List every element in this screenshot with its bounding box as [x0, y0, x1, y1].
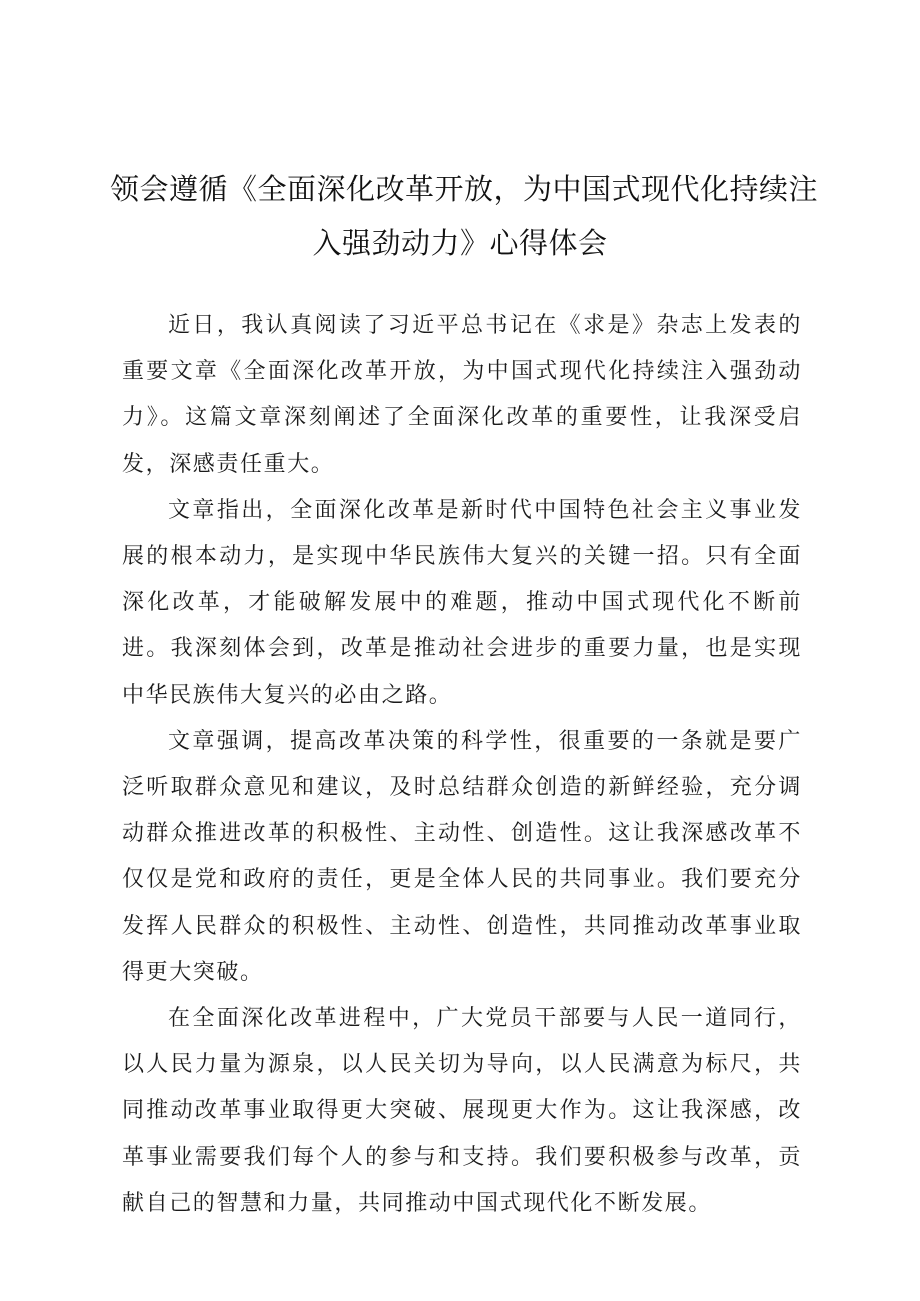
document-title-line-1: 领会遵循《全面深化改革开放，为中国式现代化持续注	[110, 172, 819, 206]
document-title	[110, 162, 819, 270]
paragraph-2: 文章指出，全面深化改革是新时代中国特色社会主义事业发展的根本动力，是实现中华民族伟大复兴的关键一招。只有全面深化改革，才能破解发展中的难题，推动中国式现代化不断前进。我深刻体会到，改革是推动社会进步的重要力量，也是实现中华民族伟大复兴的必由之路。	[122, 497, 802, 708]
paragraph-4: 在全面深化改革进程中，广大党员干部要与人民一道同行，以人民力量为源泉，以人民关切为导向，以人民满意为标尺，共同推动改革事业取得更大突破、展现更大作为。这让我深感，改革事业需要我们每个人的参与和支持。我们要积极参与改革，贡献自己的智慧和力量，共同推动中国式现代化不断发展。	[122, 1006, 802, 1216]
paragraph-1: 近日，我认真阅读了习近平总书记在《求是》杂志上发表的重要文章《全面深化改革开放，为中国式现代化持续注入强劲动力》。这篇文章深刻阐述了全面深化改革的重要性，让我深受启发，深感责任重大。	[122, 313, 802, 477]
paragraph-3: 文章强调，提高改革决策的科学性，很重要的一条就是要广泛听取群众意见和建议，及时总结群众创造的新鲜经验，充分调动群众推进改革的积极性、主动性、创造性。这让我深感改革不仅仅是党和政府的责任，更是全体人民的共同事业。我们要充分发挥人民群众的积极性、主动性、创造性，共同推动改革事业取得更大突破。	[122, 728, 802, 985]
document-body	[122, 303, 802, 1227]
document-title-line-2: 入强劲动力》心得体会	[312, 226, 608, 260]
